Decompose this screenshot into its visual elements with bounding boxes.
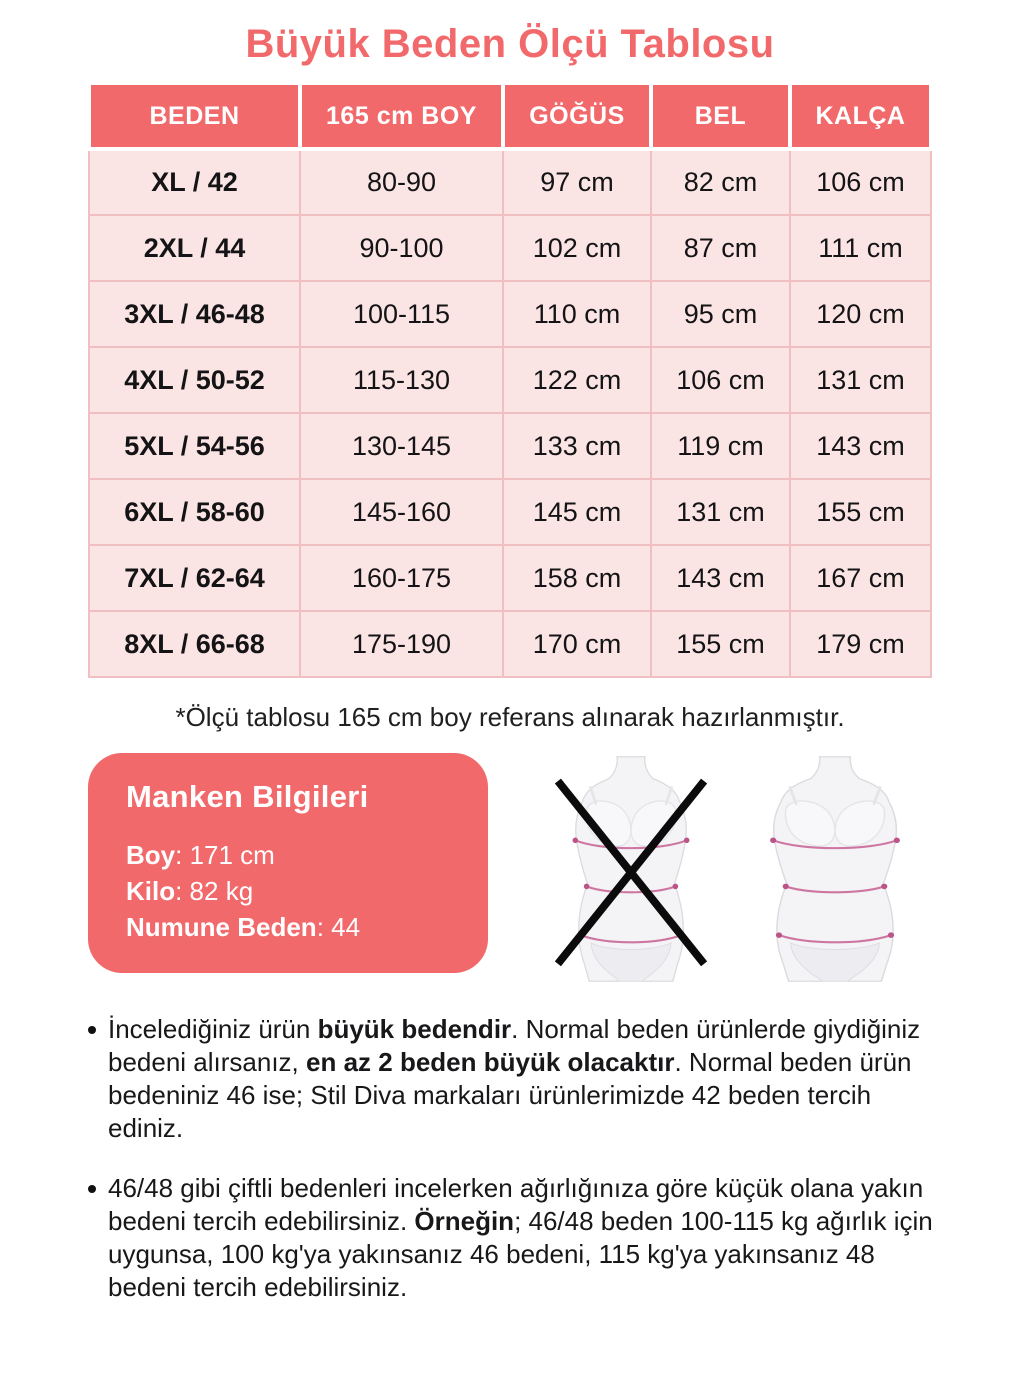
measurement-cell: 100-115 xyxy=(300,281,503,347)
measurement-cell: 155 cm xyxy=(790,479,931,545)
table-row xyxy=(89,479,931,545)
size-cell: 5XL / 54-56 xyxy=(89,413,300,479)
column-header-bel: BEL xyxy=(651,83,790,149)
measurement-cell: 155 cm xyxy=(651,611,790,677)
model-info-field: Kilo: 82 kg xyxy=(126,876,254,906)
bullet-dot xyxy=(88,1185,96,1193)
measurement-cell: 119 cm xyxy=(651,413,790,479)
table-row xyxy=(89,215,931,281)
size-table-header-row xyxy=(89,83,931,149)
measurement-cell: 110 cm xyxy=(503,281,651,347)
measurement-figures xyxy=(542,755,924,983)
measurement-cell: 179 cm xyxy=(790,611,931,677)
measurement-cell: 133 cm xyxy=(503,413,651,479)
crossed-out-figure-icon xyxy=(542,755,720,983)
measurement-cell: 145-160 xyxy=(300,479,503,545)
model-info-title: Manken Bilgileri xyxy=(126,779,369,814)
bullet-dot xyxy=(88,1026,96,1034)
column-header-beden: BEDEN xyxy=(89,83,300,149)
size-cell: 2XL / 44 xyxy=(89,215,300,281)
measurement-cell: 106 cm xyxy=(790,149,931,215)
measurement-cell: 120 cm xyxy=(790,281,931,347)
note-text: 46/48 gibi çiftli bedenleri incelerken ağırlığınıza göre küçük olana yakın bedeni tercih edebilirsiniz. Örneğin; 46/48 beden 100-115 kg ağırlık için uygunsa, 100 kg'ya yakınsanız 46 bedeni, 115 kg'ya yakınsanız 48 bedeni tercih edebilirsiniz. xyxy=(108,1173,933,1302)
measurement-cell: 143 cm xyxy=(790,413,931,479)
page-title: Büyük Beden Ölçü Tablosu xyxy=(245,22,775,66)
measurement-cell: 160-175 xyxy=(300,545,503,611)
measurement-figure-icon xyxy=(746,755,924,983)
size-table xyxy=(87,81,933,678)
column-header-gogus: GÖĞÜS xyxy=(503,83,651,149)
model-info-field: Numune Beden: 44 xyxy=(126,912,361,942)
measurement-cell: 131 cm xyxy=(790,347,931,413)
measurement-cell: 131 cm xyxy=(651,479,790,545)
size-cell: 6XL / 58-60 xyxy=(89,479,300,545)
table-row xyxy=(89,347,931,413)
measurement-cell: 143 cm xyxy=(651,545,790,611)
measurement-cell: 167 cm xyxy=(790,545,931,611)
table-row xyxy=(89,149,931,215)
column-header-kalca: KALÇA xyxy=(790,83,931,149)
size-cell: XL / 42 xyxy=(89,149,300,215)
measurement-cell: 158 cm xyxy=(503,545,651,611)
measurement-cell: 106 cm xyxy=(651,347,790,413)
measurement-cell: 145 cm xyxy=(503,479,651,545)
note-item xyxy=(88,1013,940,1145)
note-item xyxy=(88,1172,940,1304)
measurement-cell: 87 cm xyxy=(651,215,790,281)
model-info-card xyxy=(88,753,488,973)
table-row xyxy=(89,611,931,677)
table-row xyxy=(89,281,931,347)
size-table-body xyxy=(89,149,931,677)
notes-list xyxy=(88,1013,940,1304)
model-info-fields xyxy=(126,837,468,945)
measurement-cell: 122 cm xyxy=(503,347,651,413)
table-row xyxy=(89,545,931,611)
measurement-cell: 175-190 xyxy=(300,611,503,677)
measurement-cell: 102 cm xyxy=(503,215,651,281)
table-row xyxy=(89,413,931,479)
measurement-cell: 95 cm xyxy=(651,281,790,347)
model-info-field: Boy: 171 cm xyxy=(126,840,275,870)
measurement-cell: 97 cm xyxy=(503,149,651,215)
size-cell: 8XL / 66-68 xyxy=(89,611,300,677)
measurement-cell: 82 cm xyxy=(651,149,790,215)
note-text: İncelediğiniz ürün büyük bedendir. Normal beden ürünlerde giydiğiniz bedeni alırsanız, en az 2 beden büyük olacaktır. Normal beden ürün bedeniniz 46 ise; Stil Diva markaları ürünlerimizde 42 beden tercih ediniz. xyxy=(108,1014,921,1143)
measurement-cell: 111 cm xyxy=(790,215,931,281)
measurement-cell: 115-130 xyxy=(300,347,503,413)
size-cell: 3XL / 46-48 xyxy=(89,281,300,347)
size-cell: 4XL / 50-52 xyxy=(89,347,300,413)
measurement-cell: 90-100 xyxy=(300,215,503,281)
model-section xyxy=(0,753,1020,983)
size-cell: 7XL / 62-64 xyxy=(89,545,300,611)
column-header-boy: 165 cm BOY xyxy=(300,83,503,149)
measurement-cell: 130-145 xyxy=(300,413,503,479)
table-footnote: *Ölçü tablosu 165 cm boy referans alınarak hazırlanmıştır. xyxy=(175,702,845,732)
measurement-cell: 170 cm xyxy=(503,611,651,677)
measurement-cell: 80-90 xyxy=(300,149,503,215)
